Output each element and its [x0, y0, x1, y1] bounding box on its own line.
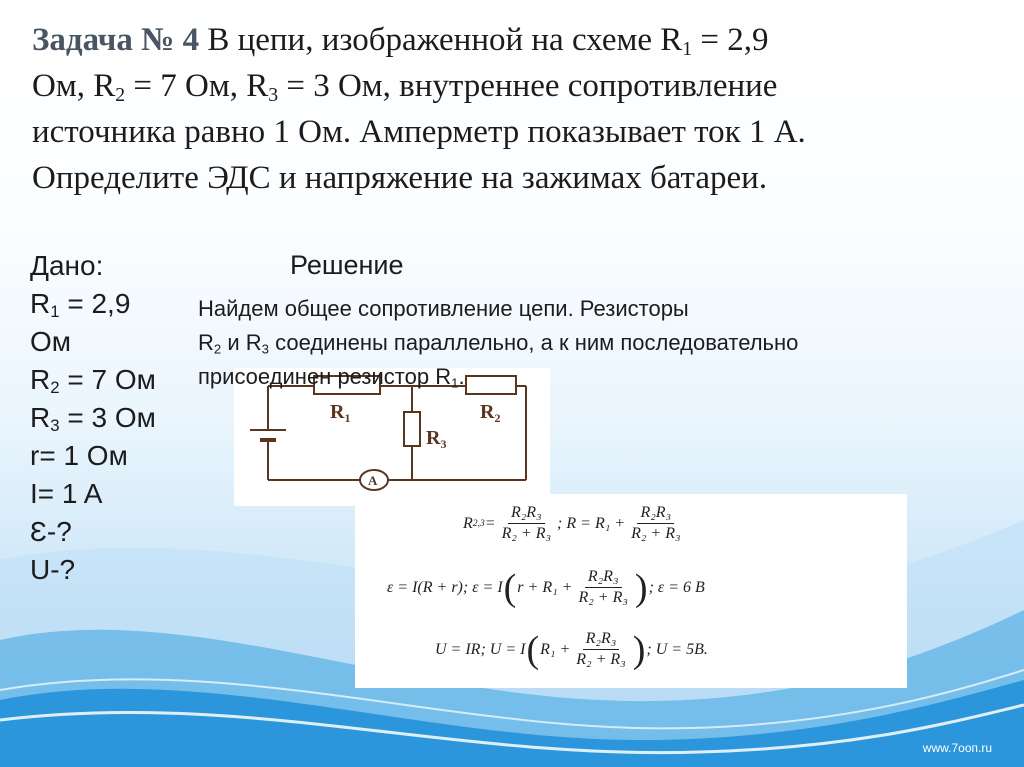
fraction-numerator: R₂R₃ [583, 630, 620, 650]
formula-text: = [484, 514, 496, 532]
fraction [575, 568, 630, 607]
solution-text-part: R [198, 330, 214, 355]
given-r2 [30, 366, 156, 404]
solution-line-1: Найдем общее сопротивление цепи. Резисторы [198, 296, 689, 321]
fraction [499, 504, 554, 543]
problem-line-3: источника равно 1 Ом. Амперметр показывает ток 1 А. [32, 114, 806, 150]
given-r3 [30, 404, 156, 442]
subscript: 1 [682, 37, 693, 60]
formula-text: R [463, 514, 473, 532]
formulas-box [355, 494, 907, 688]
paren-close: ) [632, 628, 646, 671]
problem-line-2 [32, 68, 992, 114]
resistor-r3 [404, 412, 420, 446]
solution-line-3 [198, 366, 798, 400]
solution-line-2 [198, 332, 798, 366]
paren-close: ) [634, 566, 648, 609]
problem-text: Ом, R [32, 68, 116, 104]
formula-text: R₁ + [540, 640, 571, 658]
watermark: www.7ooп.ru [922, 741, 992, 755]
given-text: = 3 Ом [59, 402, 156, 433]
subscript: 3 [261, 341, 269, 357]
problem-text: = 3 Ом, внутреннее сопротивление [278, 68, 778, 104]
fraction [573, 630, 628, 669]
given-text: R [30, 364, 51, 395]
given-u: U-? [30, 554, 76, 585]
problem-statement [32, 22, 992, 206]
given-r: r= 1 Ом [30, 440, 128, 471]
fraction-denominator: R₂ + R₃ [576, 651, 626, 668]
given-title: Дано: [30, 250, 104, 281]
label-r1: $R_1$ [330, 401, 351, 425]
subscript: 2 [115, 83, 126, 106]
subscript: 3 [268, 83, 279, 106]
given-text: R [30, 402, 51, 433]
solution-text-part: соединены параллельно, а к ним последовательно [268, 330, 799, 355]
formula-text: ; ε = 6 В [648, 578, 705, 596]
subscript: 2,3 [472, 518, 485, 529]
formula-text: ; R = R₁ + [557, 514, 626, 532]
problem-text: В цепи, изображенной на схеме R [199, 22, 683, 58]
label-r2: $R_2$ [480, 401, 501, 425]
subscript: 3 [50, 416, 60, 436]
given-r1-unit: Ом [30, 326, 72, 357]
fraction-numerator: R₂R₃ [508, 504, 545, 524]
fraction-denominator: R₂ + R₃ [631, 525, 681, 542]
problem-line-4: Определите ЭДС и напряжение на зажимах батареи. [32, 160, 768, 196]
formula-text: ; U = 5В. [646, 640, 708, 658]
subscript: 2 [213, 341, 222, 357]
given-text: = 2,9 [59, 288, 131, 319]
given-i: I= 1 A [30, 478, 103, 509]
solution-title: Решение [290, 250, 404, 280]
fraction [628, 504, 683, 543]
given-text: R [30, 288, 51, 319]
paren-open: ( [503, 566, 517, 609]
given-r1 [30, 290, 156, 328]
given-text: = 7 Ом [59, 364, 156, 395]
fraction-denominator: R₂ + R₃ [501, 525, 552, 542]
subscript: 1 [451, 375, 459, 391]
given-block [30, 252, 156, 594]
formula-text: ε = I(R + r); ε = I [387, 578, 503, 596]
given-emf: Ɛ-? [30, 516, 72, 547]
solution-text-part: . [458, 364, 465, 389]
solution-text [198, 298, 798, 400]
formula-row-2 [387, 568, 705, 607]
fraction-numerator: R₂R₃ [585, 568, 622, 588]
problem-text: = 2,9 [692, 22, 769, 58]
problem-line-1 [32, 22, 992, 68]
fraction-denominator: R₂ + R₃ [578, 589, 628, 606]
solution-text-part: и R [221, 330, 262, 355]
label-r3: $R_3$ [426, 427, 447, 451]
formula-text: U = IR; U = I [435, 640, 526, 658]
subscript: 1 [50, 302, 60, 322]
formula-row-3 [435, 630, 708, 669]
formula-row-1 [463, 504, 687, 543]
subscript: 2 [50, 378, 60, 398]
problem-text: = 7 Ом, R [125, 68, 269, 104]
formula-text: r + R₁ + [517, 578, 573, 596]
ammeter-label: A [368, 473, 378, 488]
fraction-numerator: R₂R₃ [637, 504, 674, 524]
solution-text-part: присоединен резистор R [198, 364, 452, 389]
task-label: Задача № 4 [32, 22, 200, 58]
paren-open: ( [526, 628, 540, 671]
